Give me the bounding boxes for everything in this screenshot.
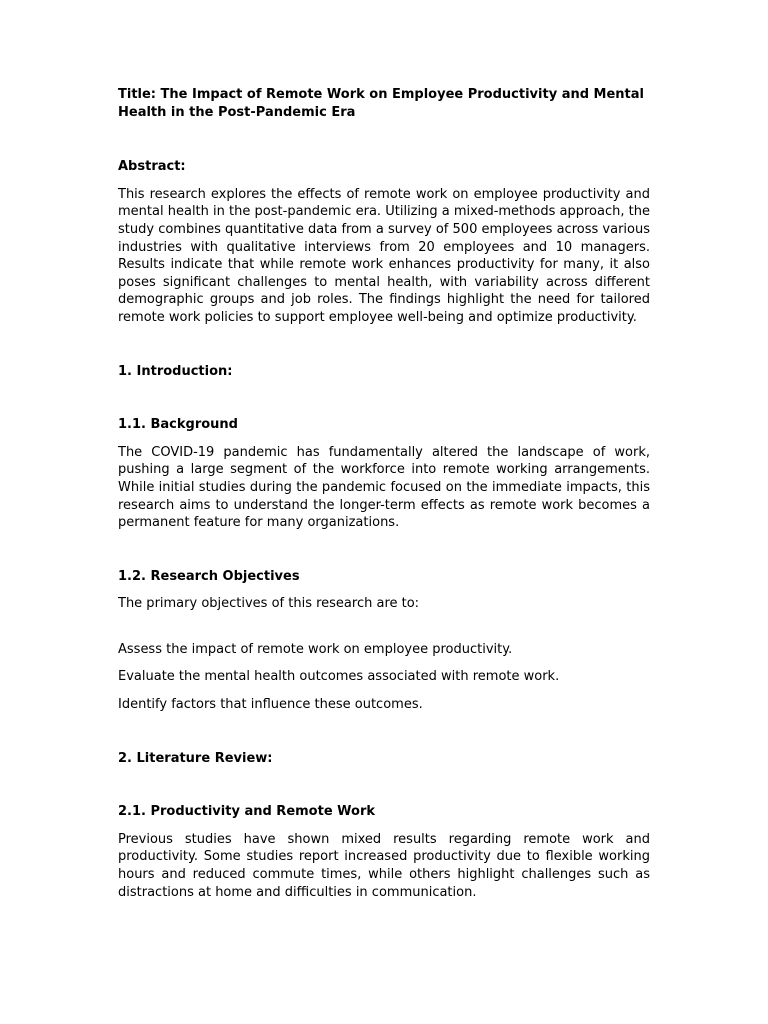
objective-item-1: Assess the impact of remote work on employee productivity. (118, 641, 513, 657)
productivity-heading: 2.1. Productivity and Remote Work (118, 804, 376, 820)
objectives-heading: 1.2. Research Objectives (118, 568, 300, 584)
abstract-heading: Abstract: (118, 159, 186, 175)
literature-review-heading: 2. Literature Review: (118, 750, 273, 766)
background-text: The COVID-19 pandemic has fundamentally altered the landscape of work, pushing a large segment of the workforce into remote working arrangements. While initial studies during the pandemic focused on the immediate impacts, this research aims to understand the longer-term effects as remote work becomes a permanent feature for many organizations. (118, 444, 650, 531)
background-heading: 1.1. Background (118, 417, 238, 433)
objective-item-3: Identify factors that influence these outcomes. (118, 697, 423, 713)
productivity-text: Previous studies have shown mixed results regarding remote work and productivity. Some studies report increased productivity due to flexible working hours and reduced commute times, while others highlight challenges such as distractions at home and difficulties in communication. (118, 831, 650, 900)
abstract-text: This research explores the effects of remote work on employee productivity and mental health in the post-pandemic era. Utilizing a mixed-methods approach, the study combines quantitative data from a survey of 500 employees across various industries with qualitative interviews from 20 employees and 10 managers. Results indicate that while remote work enhances productivity for many, it also poses significant challenges to mental health, with variability across different demographic groups and job roles. The findings highlight the need for tailored remote work policies to support employee well-being and optimize productivity. (118, 186, 650, 325)
objective-item-2: Evaluate the mental health outcomes associated with remote work. (118, 669, 560, 685)
introduction-heading: 1. Introduction: (118, 363, 233, 379)
objectives-intro: The primary objectives of this research are to: (118, 596, 420, 612)
document-page (118, 86, 650, 901)
document-title: Title: The Impact of Remote Work on Employee Productivity and Mental Health in the Post-Pandemic Era (118, 87, 644, 120)
